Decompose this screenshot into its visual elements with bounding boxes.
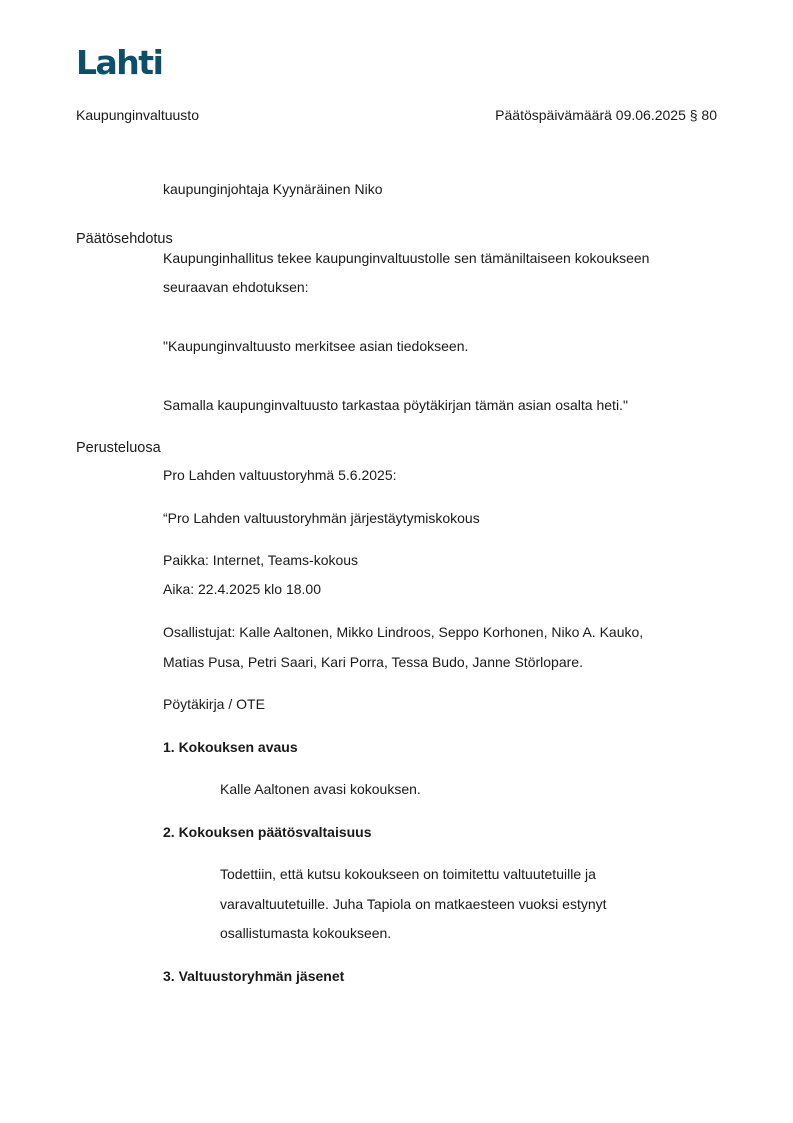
proposal-line-1: Kaupunginhallitus tekee kaupunginvaltuustolle sen tämäniltaiseen kokoukseen [163,250,650,266]
item-2-line-3: osallistumasta kokoukseen. [220,925,392,941]
meeting-time: Aika: 22.4.2025 klo 18.00 [163,581,322,597]
participants-line-2: Matias Pusa, Petri Saari, Kari Porra, Tessa Budo, Janne Störlopare. [163,654,583,670]
item-2-line-2: varavaltuutetuille. Juha Tapiola on matkaesteen vuoksi estynyt [220,896,607,912]
preparer: kaupunginjohtaja Kyynäräinen Niko [163,181,383,197]
item-1-heading: 1. Kokouksen avaus [163,739,298,755]
proposal-quote-2: Samalla kaupunginvaltuusto tarkastaa pöytäkirjan tämän asian osalta heti." [163,397,628,413]
item-2-line-1: Todettiin, että kutsu kokoukseen on toimitettu valtuutetuille ja [220,866,596,882]
proposal-line-2: seuraavan ehdotuksen: [163,279,309,295]
basis-label: Perusteluosa [76,440,161,456]
proposal-label: Päätösehdotus [76,231,173,247]
item-1-text: Kalle Aaltonen avasi kokouksen. [220,781,421,797]
meeting-title: “Pro Lahden valtuustoryhmän järjestäytymiskokous [163,510,480,526]
participants-line-1: Osallistujat: Kalle Aaltonen, Mikko Lindroos, Seppo Korhonen, Niko A. Kauko, [163,624,644,640]
meeting-place: Paikka: Internet, Teams-kokous [163,552,359,568]
minutes-label: Pöytäkirja / OTE [163,696,265,712]
basis-intro: Pro Lahden valtuustoryhmä 5.6.2025: [163,467,397,483]
organ-name: Kaupunginvaltuusto [76,107,199,123]
item-3-heading: 3. Valtuustoryhmän jäsenet [163,968,345,984]
lahti-logo: Lahti [76,43,163,82]
decision-date-section: Päätöspäivämäärä 09.06.2025 § 80 [495,107,717,123]
item-2-heading: 2. Kokouksen päätösvaltaisuus [163,824,372,840]
proposal-quote-1: "Kaupunginvaltuusto merkitsee asian tiedokseen. [163,338,469,354]
